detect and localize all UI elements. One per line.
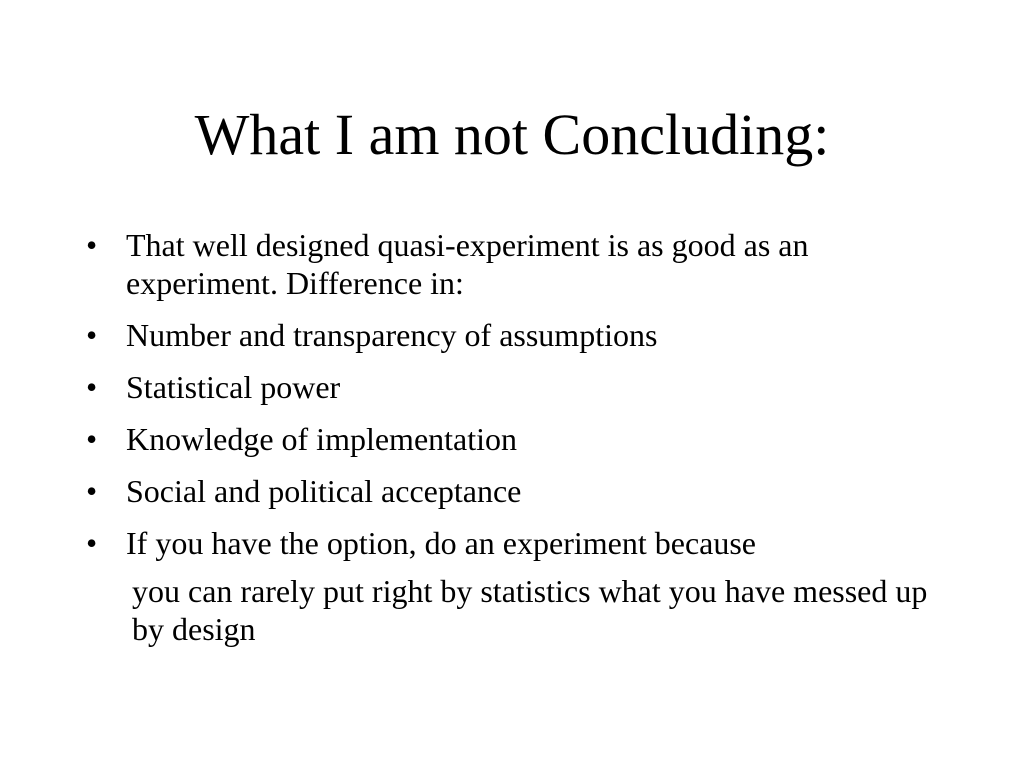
bullet-icon: • [86,421,98,457]
slide-title: What I am not Concluding: [194,102,830,167]
bullet-item [86,524,946,562]
bullet-text: Social and political acceptance [126,473,522,509]
bullet-text: That well designed quasi-experiment is as good as an experiment. Difference in: [126,227,809,301]
bullet-item [86,472,946,510]
bullet-text: Number and transparency of assumptions [126,317,658,353]
bullet-icon: • [86,473,98,509]
bullet-icon: • [86,525,98,561]
continuation-text [86,572,946,648]
continuation-line: you can rarely put right by statistics what you have messed up by design [132,573,928,647]
bullet-item [86,368,946,406]
bullet-text: If you have the option, do an experiment because [126,525,756,561]
bullet-item [86,316,946,354]
bullet-list [86,226,946,648]
bullet-item [86,420,946,458]
bullet-icon: • [86,317,98,353]
bullet-text: Statistical power [126,369,341,405]
bullet-icon: • [86,369,98,405]
bullet-icon: • [86,227,98,263]
bullet-text: Knowledge of implementation [126,421,518,457]
bullet-item [86,226,946,302]
